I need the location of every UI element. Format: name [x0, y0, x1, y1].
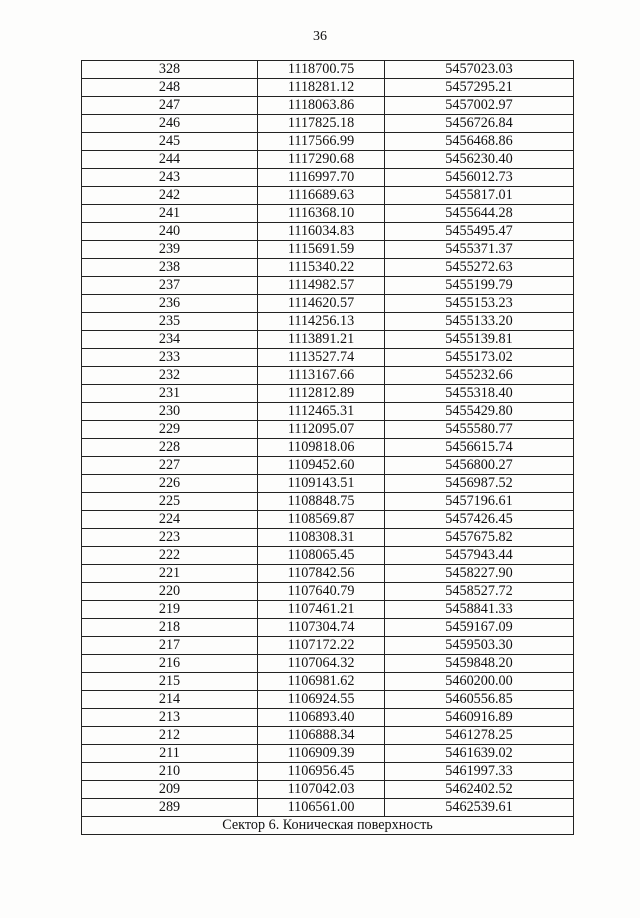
x-coordinate-cell: 1109143.51 — [258, 475, 385, 493]
point-number-cell: 219 — [82, 601, 258, 619]
point-number-cell: 245 — [82, 133, 258, 151]
point-number-cell: 218 — [82, 619, 258, 637]
x-coordinate-cell: 1106893.40 — [258, 709, 385, 727]
y-coordinate-cell: 5457943.44 — [385, 547, 574, 565]
x-coordinate-cell: 1107304.74 — [258, 619, 385, 637]
x-coordinate-cell: 1116689.63 — [258, 187, 385, 205]
x-coordinate-cell: 1117825.18 — [258, 115, 385, 133]
table-row — [82, 259, 574, 277]
x-coordinate-cell: 1115691.59 — [258, 241, 385, 259]
y-coordinate-cell: 5456230.40 — [385, 151, 574, 169]
x-coordinate-cell: 1108308.31 — [258, 529, 385, 547]
point-number-cell: 247 — [82, 97, 258, 115]
point-number-cell: 237 — [82, 277, 258, 295]
point-number-cell: 223 — [82, 529, 258, 547]
table-row — [82, 295, 574, 313]
x-coordinate-cell: 1107842.56 — [258, 565, 385, 583]
table-row — [82, 709, 574, 727]
y-coordinate-cell: 5460556.85 — [385, 691, 574, 709]
x-coordinate-cell: 1106981.62 — [258, 673, 385, 691]
table-row — [82, 133, 574, 151]
point-number-cell: 236 — [82, 295, 258, 313]
point-number-cell: 213 — [82, 709, 258, 727]
x-coordinate-cell: 1106561.00 — [258, 799, 385, 817]
y-coordinate-cell: 5457426.45 — [385, 511, 574, 529]
table-row — [82, 115, 574, 133]
x-coordinate-cell: 1112465.31 — [258, 403, 385, 421]
y-coordinate-cell: 5455644.28 — [385, 205, 574, 223]
point-number-cell: 240 — [82, 223, 258, 241]
point-number-cell: 226 — [82, 475, 258, 493]
x-coordinate-cell: 1107042.03 — [258, 781, 385, 799]
x-coordinate-cell: 1108848.75 — [258, 493, 385, 511]
table-row — [82, 205, 574, 223]
point-number-cell: 248 — [82, 79, 258, 97]
point-number-cell: 215 — [82, 673, 258, 691]
coordinates-table — [81, 60, 574, 835]
y-coordinate-cell: 5456615.74 — [385, 439, 574, 457]
y-coordinate-cell: 5456726.84 — [385, 115, 574, 133]
y-coordinate-cell: 5460200.00 — [385, 673, 574, 691]
page-number: 36 — [313, 29, 327, 44]
x-coordinate-cell: 1114256.13 — [258, 313, 385, 331]
table-row — [82, 637, 574, 655]
x-coordinate-cell: 1114982.57 — [258, 277, 385, 295]
y-coordinate-cell: 5455817.01 — [385, 187, 574, 205]
x-coordinate-cell: 1116368.10 — [258, 205, 385, 223]
table-row — [82, 547, 574, 565]
y-coordinate-cell: 5456800.27 — [385, 457, 574, 475]
point-number-cell: 220 — [82, 583, 258, 601]
y-coordinate-cell: 5459848.20 — [385, 655, 574, 673]
table-row — [82, 763, 574, 781]
table-body — [82, 61, 574, 817]
point-number-cell: 241 — [82, 205, 258, 223]
point-number-cell: 235 — [82, 313, 258, 331]
y-coordinate-cell: 5455580.77 — [385, 421, 574, 439]
x-coordinate-cell: 1113527.74 — [258, 349, 385, 367]
point-number-cell: 222 — [82, 547, 258, 565]
point-number-cell: 216 — [82, 655, 258, 673]
x-coordinate-cell: 1109818.06 — [258, 439, 385, 457]
x-coordinate-cell: 1107172.22 — [258, 637, 385, 655]
table-row — [82, 421, 574, 439]
point-number-cell: 239 — [82, 241, 258, 259]
y-coordinate-cell: 5455199.79 — [385, 277, 574, 295]
y-coordinate-cell: 5455318.40 — [385, 385, 574, 403]
point-number-cell: 230 — [82, 403, 258, 421]
x-coordinate-cell: 1107461.21 — [258, 601, 385, 619]
table-row — [82, 691, 574, 709]
y-coordinate-cell: 5462539.61 — [385, 799, 574, 817]
table-row — [82, 493, 574, 511]
x-coordinate-cell: 1112812.89 — [258, 385, 385, 403]
y-coordinate-cell: 5457675.82 — [385, 529, 574, 547]
y-coordinate-cell: 5457295.21 — [385, 79, 574, 97]
table-row — [82, 277, 574, 295]
x-coordinate-cell: 1113167.66 — [258, 367, 385, 385]
table-row — [82, 187, 574, 205]
x-coordinate-cell: 1114620.57 — [258, 295, 385, 313]
y-coordinate-cell: 5455153.23 — [385, 295, 574, 313]
point-number-cell: 243 — [82, 169, 258, 187]
x-coordinate-cell: 1115340.22 — [258, 259, 385, 277]
x-coordinate-cell: 1106924.55 — [258, 691, 385, 709]
y-coordinate-cell: 5455133.20 — [385, 313, 574, 331]
table-row — [82, 151, 574, 169]
table-row — [82, 781, 574, 799]
table-row — [82, 673, 574, 691]
x-coordinate-cell: 1108569.87 — [258, 511, 385, 529]
table-row — [82, 403, 574, 421]
point-number-cell: 209 — [82, 781, 258, 799]
x-coordinate-cell: 1107640.79 — [258, 583, 385, 601]
table-row — [82, 241, 574, 259]
table-row — [82, 61, 574, 79]
table-row — [82, 655, 574, 673]
table-row — [82, 457, 574, 475]
table-row — [82, 727, 574, 745]
y-coordinate-cell: 5457196.61 — [385, 493, 574, 511]
table-row — [82, 97, 574, 115]
point-number-cell: 229 — [82, 421, 258, 439]
x-coordinate-cell: 1118281.12 — [258, 79, 385, 97]
table-row — [82, 583, 574, 601]
y-coordinate-cell: 5458227.90 — [385, 565, 574, 583]
table-row — [82, 385, 574, 403]
point-number-cell: 225 — [82, 493, 258, 511]
y-coordinate-cell: 5457023.03 — [385, 61, 574, 79]
x-coordinate-cell: 1118063.86 — [258, 97, 385, 115]
point-number-cell: 234 — [82, 331, 258, 349]
table-row — [82, 349, 574, 367]
table-row — [82, 313, 574, 331]
table-row — [82, 223, 574, 241]
point-number-cell: 231 — [82, 385, 258, 403]
x-coordinate-cell: 1112095.07 — [258, 421, 385, 439]
point-number-cell: 227 — [82, 457, 258, 475]
y-coordinate-cell: 5455371.37 — [385, 241, 574, 259]
table-row — [82, 619, 574, 637]
table-row — [82, 367, 574, 385]
table-row — [82, 799, 574, 817]
table-row — [82, 439, 574, 457]
x-coordinate-cell: 1106888.34 — [258, 727, 385, 745]
x-coordinate-cell: 1106909.39 — [258, 745, 385, 763]
y-coordinate-cell: 5455232.66 — [385, 367, 574, 385]
y-coordinate-cell: 5460916.89 — [385, 709, 574, 727]
y-coordinate-cell: 5456468.86 — [385, 133, 574, 151]
y-coordinate-cell: 5455429.80 — [385, 403, 574, 421]
point-number-cell: 221 — [82, 565, 258, 583]
point-number-cell: 238 — [82, 259, 258, 277]
x-coordinate-cell: 1116997.70 — [258, 169, 385, 187]
y-coordinate-cell: 5459167.09 — [385, 619, 574, 637]
y-coordinate-cell: 5461278.25 — [385, 727, 574, 745]
y-coordinate-cell: 5458841.33 — [385, 601, 574, 619]
y-coordinate-cell: 5455173.02 — [385, 349, 574, 367]
table-row — [82, 745, 574, 763]
point-number-cell: 246 — [82, 115, 258, 133]
y-coordinate-cell: 5456987.52 — [385, 475, 574, 493]
y-coordinate-cell: 5456012.73 — [385, 169, 574, 187]
x-coordinate-cell: 1109452.60 — [258, 457, 385, 475]
x-coordinate-cell: 1117290.68 — [258, 151, 385, 169]
point-number-cell: 244 — [82, 151, 258, 169]
y-coordinate-cell: 5462402.52 — [385, 781, 574, 799]
x-coordinate-cell: 1108065.45 — [258, 547, 385, 565]
point-number-cell: 211 — [82, 745, 258, 763]
point-number-cell: 228 — [82, 439, 258, 457]
table-row — [82, 79, 574, 97]
x-coordinate-cell: 1116034.83 — [258, 223, 385, 241]
x-coordinate-cell: 1113891.21 — [258, 331, 385, 349]
table-row — [82, 529, 574, 547]
x-coordinate-cell: 1117566.99 — [258, 133, 385, 151]
y-coordinate-cell: 5457002.97 — [385, 97, 574, 115]
point-number-cell: 242 — [82, 187, 258, 205]
point-number-cell: 212 — [82, 727, 258, 745]
y-coordinate-cell: 5461997.33 — [385, 763, 574, 781]
point-number-cell: 233 — [82, 349, 258, 367]
point-number-cell: 328 — [82, 61, 258, 79]
x-coordinate-cell: 1118700.75 — [258, 61, 385, 79]
point-number-cell: 210 — [82, 763, 258, 781]
point-number-cell: 224 — [82, 511, 258, 529]
y-coordinate-cell: 5455495.47 — [385, 223, 574, 241]
sector-caption: Сектор 6. Коническая поверхность — [82, 817, 574, 835]
table-row — [82, 511, 574, 529]
table-footer-row — [82, 817, 574, 835]
x-coordinate-cell: 1106956.45 — [258, 763, 385, 781]
point-number-cell: 214 — [82, 691, 258, 709]
point-number-cell: 232 — [82, 367, 258, 385]
y-coordinate-cell: 5455139.81 — [385, 331, 574, 349]
table-row — [82, 331, 574, 349]
table-row — [82, 475, 574, 493]
table-row — [82, 565, 574, 583]
table-row — [82, 601, 574, 619]
x-coordinate-cell: 1107064.32 — [258, 655, 385, 673]
y-coordinate-cell: 5459503.30 — [385, 637, 574, 655]
point-number-cell: 217 — [82, 637, 258, 655]
y-coordinate-cell: 5455272.63 — [385, 259, 574, 277]
y-coordinate-cell: 5458527.72 — [385, 583, 574, 601]
point-number-cell: 289 — [82, 799, 258, 817]
table-row — [82, 169, 574, 187]
y-coordinate-cell: 5461639.02 — [385, 745, 574, 763]
